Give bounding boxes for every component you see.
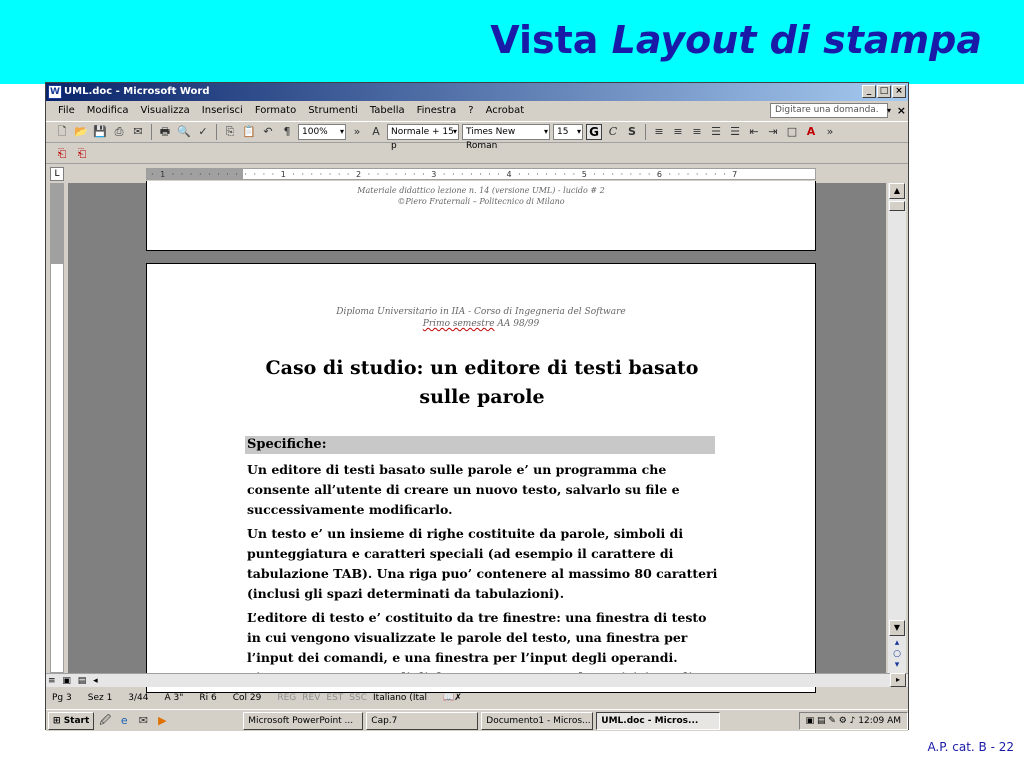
scroll-thumb[interactable]	[889, 201, 905, 211]
border-icon[interactable]: □	[786, 125, 798, 138]
new-document-icon[interactable]: 🗋	[57, 125, 67, 138]
copy-icon[interactable]: ⎘	[225, 125, 235, 138]
vertical-scrollbar[interactable]	[888, 183, 906, 673]
slide-footer: A.P. cat. B - 22	[927, 740, 1014, 754]
page-header	[147, 306, 815, 330]
menu-acrobat[interactable]: Acrobat	[485, 105, 525, 116]
page-footer	[147, 185, 815, 207]
menu-file[interactable]: File	[58, 105, 75, 116]
word-window	[45, 82, 909, 730]
window-title: UML.doc - Microsoft Word	[64, 86, 210, 97]
paste-icon[interactable]: 📋	[242, 125, 256, 138]
section-heading: Specifiche:	[245, 436, 715, 454]
permission-icon[interactable]: ⎙	[114, 125, 124, 138]
convert-pdf-icon[interactable]: ⎗	[57, 146, 67, 160]
toolbar-more-icon[interactable]: »	[826, 125, 834, 138]
open-folder-icon[interactable]: 📂	[74, 125, 88, 138]
task-documento1[interactable]: Documento1 - Micros...	[481, 712, 593, 730]
align-left-icon[interactable]: ≡	[654, 125, 664, 138]
paragraph: L’editore di testo e’ costituito da tre finestre: una finestra di testo in cui vengono visualizzate le parole del testo, una finestra per l’input dei comandi, e una finestra per l’input degli operandi.	[247, 610, 707, 665]
window-titlebar[interactable]	[46, 83, 908, 101]
standard-toolbar	[46, 121, 908, 151]
align-center-icon[interactable]: ≡	[673, 125, 683, 138]
menu-strumenti[interactable]: Strumenti	[308, 105, 358, 116]
vertical-ruler-margin	[51, 184, 63, 264]
task-powerpoint[interactable]: Microsoft PowerPoint ...	[243, 712, 363, 730]
underline-button[interactable]: S	[628, 125, 636, 138]
styles-pane-icon[interactable]: A	[372, 125, 380, 138]
page-footer-line-1: Materiale didattico lezione n. 14 (versione UML) - lucido # 2	[357, 186, 605, 195]
status-at: A 3"	[164, 693, 184, 703]
menu-visualizza[interactable]: Visualizza	[140, 105, 190, 116]
page-header-misspelled: Primo semestre	[422, 319, 495, 329]
document-body	[247, 460, 719, 692]
menu-modifica[interactable]: Modifica	[86, 105, 129, 116]
menu-inserisci[interactable]: Inserisci	[201, 105, 243, 116]
scroll-up-icon[interactable]: ▲	[889, 183, 905, 199]
decrease-indent-icon[interactable]: ⇤	[749, 125, 759, 138]
status-page: Pg 3	[52, 693, 72, 703]
status-ssc[interactable]: SSC	[349, 693, 368, 703]
zoom-select[interactable]: 100% ▾	[298, 124, 346, 140]
slide-title: Vista Layout di stampa	[490, 18, 982, 62]
quicklaunch-outlook-icon[interactable]: ✉	[138, 713, 148, 727]
previous-page	[146, 181, 816, 251]
toolbar-divider	[151, 124, 152, 140]
status-col: Col 29	[232, 693, 262, 703]
page-header-line-1: Diploma Universitario in IIA - Corso di Ingegneria del Software	[336, 307, 626, 317]
page-header-line-2: Primo semestre AA 98/99	[422, 319, 540, 329]
status-page-count: 3/44	[128, 693, 149, 703]
system-tray	[799, 712, 908, 730]
quicklaunch-ie-icon[interactable]: e	[120, 713, 128, 727]
close-document-icon[interactable]: ×	[896, 104, 906, 117]
toolbar-options-icon[interactable]: »	[353, 125, 361, 138]
clock[interactable]: 12:09 AM	[858, 715, 901, 726]
browse-object-icon[interactable]: ○	[893, 649, 901, 659]
bullet-list-icon[interactable]: ☰	[730, 125, 740, 138]
tray-icons[interactable]: ▣ ▤ ✎ ⚙ ♪	[805, 715, 859, 726]
increase-indent-icon[interactable]: ⇥	[768, 125, 778, 138]
view-buttons[interactable]: ≡ ▣ ▤ ◂	[48, 676, 100, 686]
menu-finestra[interactable]: Finestra	[416, 105, 457, 116]
style-select[interactable]: Normale + 15 p ▾	[387, 124, 459, 140]
ruler-marks: · 1 · · · · · · · · · · · · 1 · · · · · · · 2 · · · · · · · 3 · · · · · · · 4 · · · · · · · 5 · · · · · · · 6 · · · · · · · 7	[151, 170, 740, 179]
email-icon[interactable]: ✉	[133, 125, 143, 138]
show-formatting-icon[interactable]: ¶	[283, 125, 291, 138]
font-size-select[interactable]: 15 ▾	[553, 124, 583, 140]
previous-page-icon[interactable]: ▴	[894, 638, 900, 648]
paragraph: Un testo e’ un insieme di righe costituite da parole, simboli di punteggiatura e caratteri speciali (ad esempio il carattere di tabulazione TAB). Una riga puo’ contenere al massimo 80 caratteri (inclusi gli spazi determinati da tabulazioni).	[247, 526, 718, 601]
font-select[interactable]: Times New Roman ▾	[462, 124, 550, 140]
spelling-icon[interactable]: ✓	[198, 125, 208, 138]
page-footer-line-2: ©Piero Fraternali – Politecnico di Milano	[397, 197, 565, 206]
save-icon[interactable]: 💾	[93, 125, 107, 138]
toolbar-divider	[645, 124, 646, 140]
menu-help[interactable]: ?	[468, 105, 474, 116]
horizontal-scrollbar[interactable]	[46, 673, 908, 687]
spelling-status-icon[interactable]: 📖✗	[443, 693, 462, 703]
start-button[interactable]: ⊞ Start	[48, 712, 94, 730]
vertical-ruler[interactable]	[50, 183, 64, 673]
status-language[interactable]: Italiano (Ital	[373, 693, 428, 703]
print-preview-icon[interactable]: 🔍	[177, 125, 191, 138]
bold-button[interactable]: G	[586, 124, 602, 140]
status-bar	[46, 688, 908, 708]
toolbar-divider	[216, 124, 217, 140]
close-button[interactable]: ×	[892, 85, 906, 98]
current-page[interactable]	[146, 263, 816, 693]
quicklaunch-desktop-icon[interactable]: 🖉	[99, 713, 112, 727]
status-line: Ri 6	[199, 693, 217, 703]
status-section: Sez 1	[87, 693, 113, 703]
convert-pdf-email-icon[interactable]: ⎗	[77, 146, 87, 160]
document-title: Caso di studio: un editore di testi basato sulle parole	[265, 357, 699, 408]
numbered-list-icon[interactable]: ☰	[711, 125, 721, 138]
paragraph: Un editore di testi basato sulle parole e’ un programma che consente all’utente di creare un nuovo testo, salvarlo su file e successivamente modificarlo.	[247, 462, 680, 517]
document-area[interactable]	[68, 183, 886, 673]
task-cap7[interactable]: Cap.7	[366, 712, 478, 730]
scroll-down-icon[interactable]: ▼	[889, 620, 905, 636]
task-uml-doc[interactable]: UML.doc - Micros...	[596, 712, 720, 730]
tab-selector[interactable]: L	[50, 167, 64, 181]
quicklaunch-media-icon[interactable]: ▶	[158, 713, 167, 727]
windows-logo-icon: ⊞	[53, 715, 64, 726]
ask-question-input[interactable]: Digitare una domanda.	[770, 103, 888, 118]
horizontal-ruler[interactable]	[146, 168, 816, 180]
ask-dropdown-icon[interactable]: ▾	[887, 106, 892, 115]
italic-button[interactable]: C	[608, 125, 618, 138]
font-color-icon[interactable]: A	[806, 125, 816, 138]
undo-icon[interactable]: ↶	[263, 125, 273, 138]
word-app-icon[interactable]: W	[48, 85, 62, 99]
next-page-icon[interactable]: ▾	[894, 660, 900, 670]
maximize-button[interactable]: □	[877, 85, 891, 98]
print-icon[interactable]: 🖶	[159, 125, 171, 138]
menu-formato[interactable]: Formato	[254, 105, 297, 116]
status-rev[interactable]: REV	[302, 693, 321, 703]
pdf-toolbar	[46, 144, 908, 164]
minimize-button[interactable]: _	[862, 85, 876, 98]
menu-tabella[interactable]: Tabella	[369, 105, 405, 116]
status-est[interactable]: EST	[326, 693, 344, 703]
align-right-icon[interactable]: ≡	[692, 125, 702, 138]
scroll-right-icon[interactable]: ▸	[890, 673, 906, 687]
taskbar	[46, 709, 908, 731]
status-reg[interactable]: REG	[277, 693, 297, 703]
